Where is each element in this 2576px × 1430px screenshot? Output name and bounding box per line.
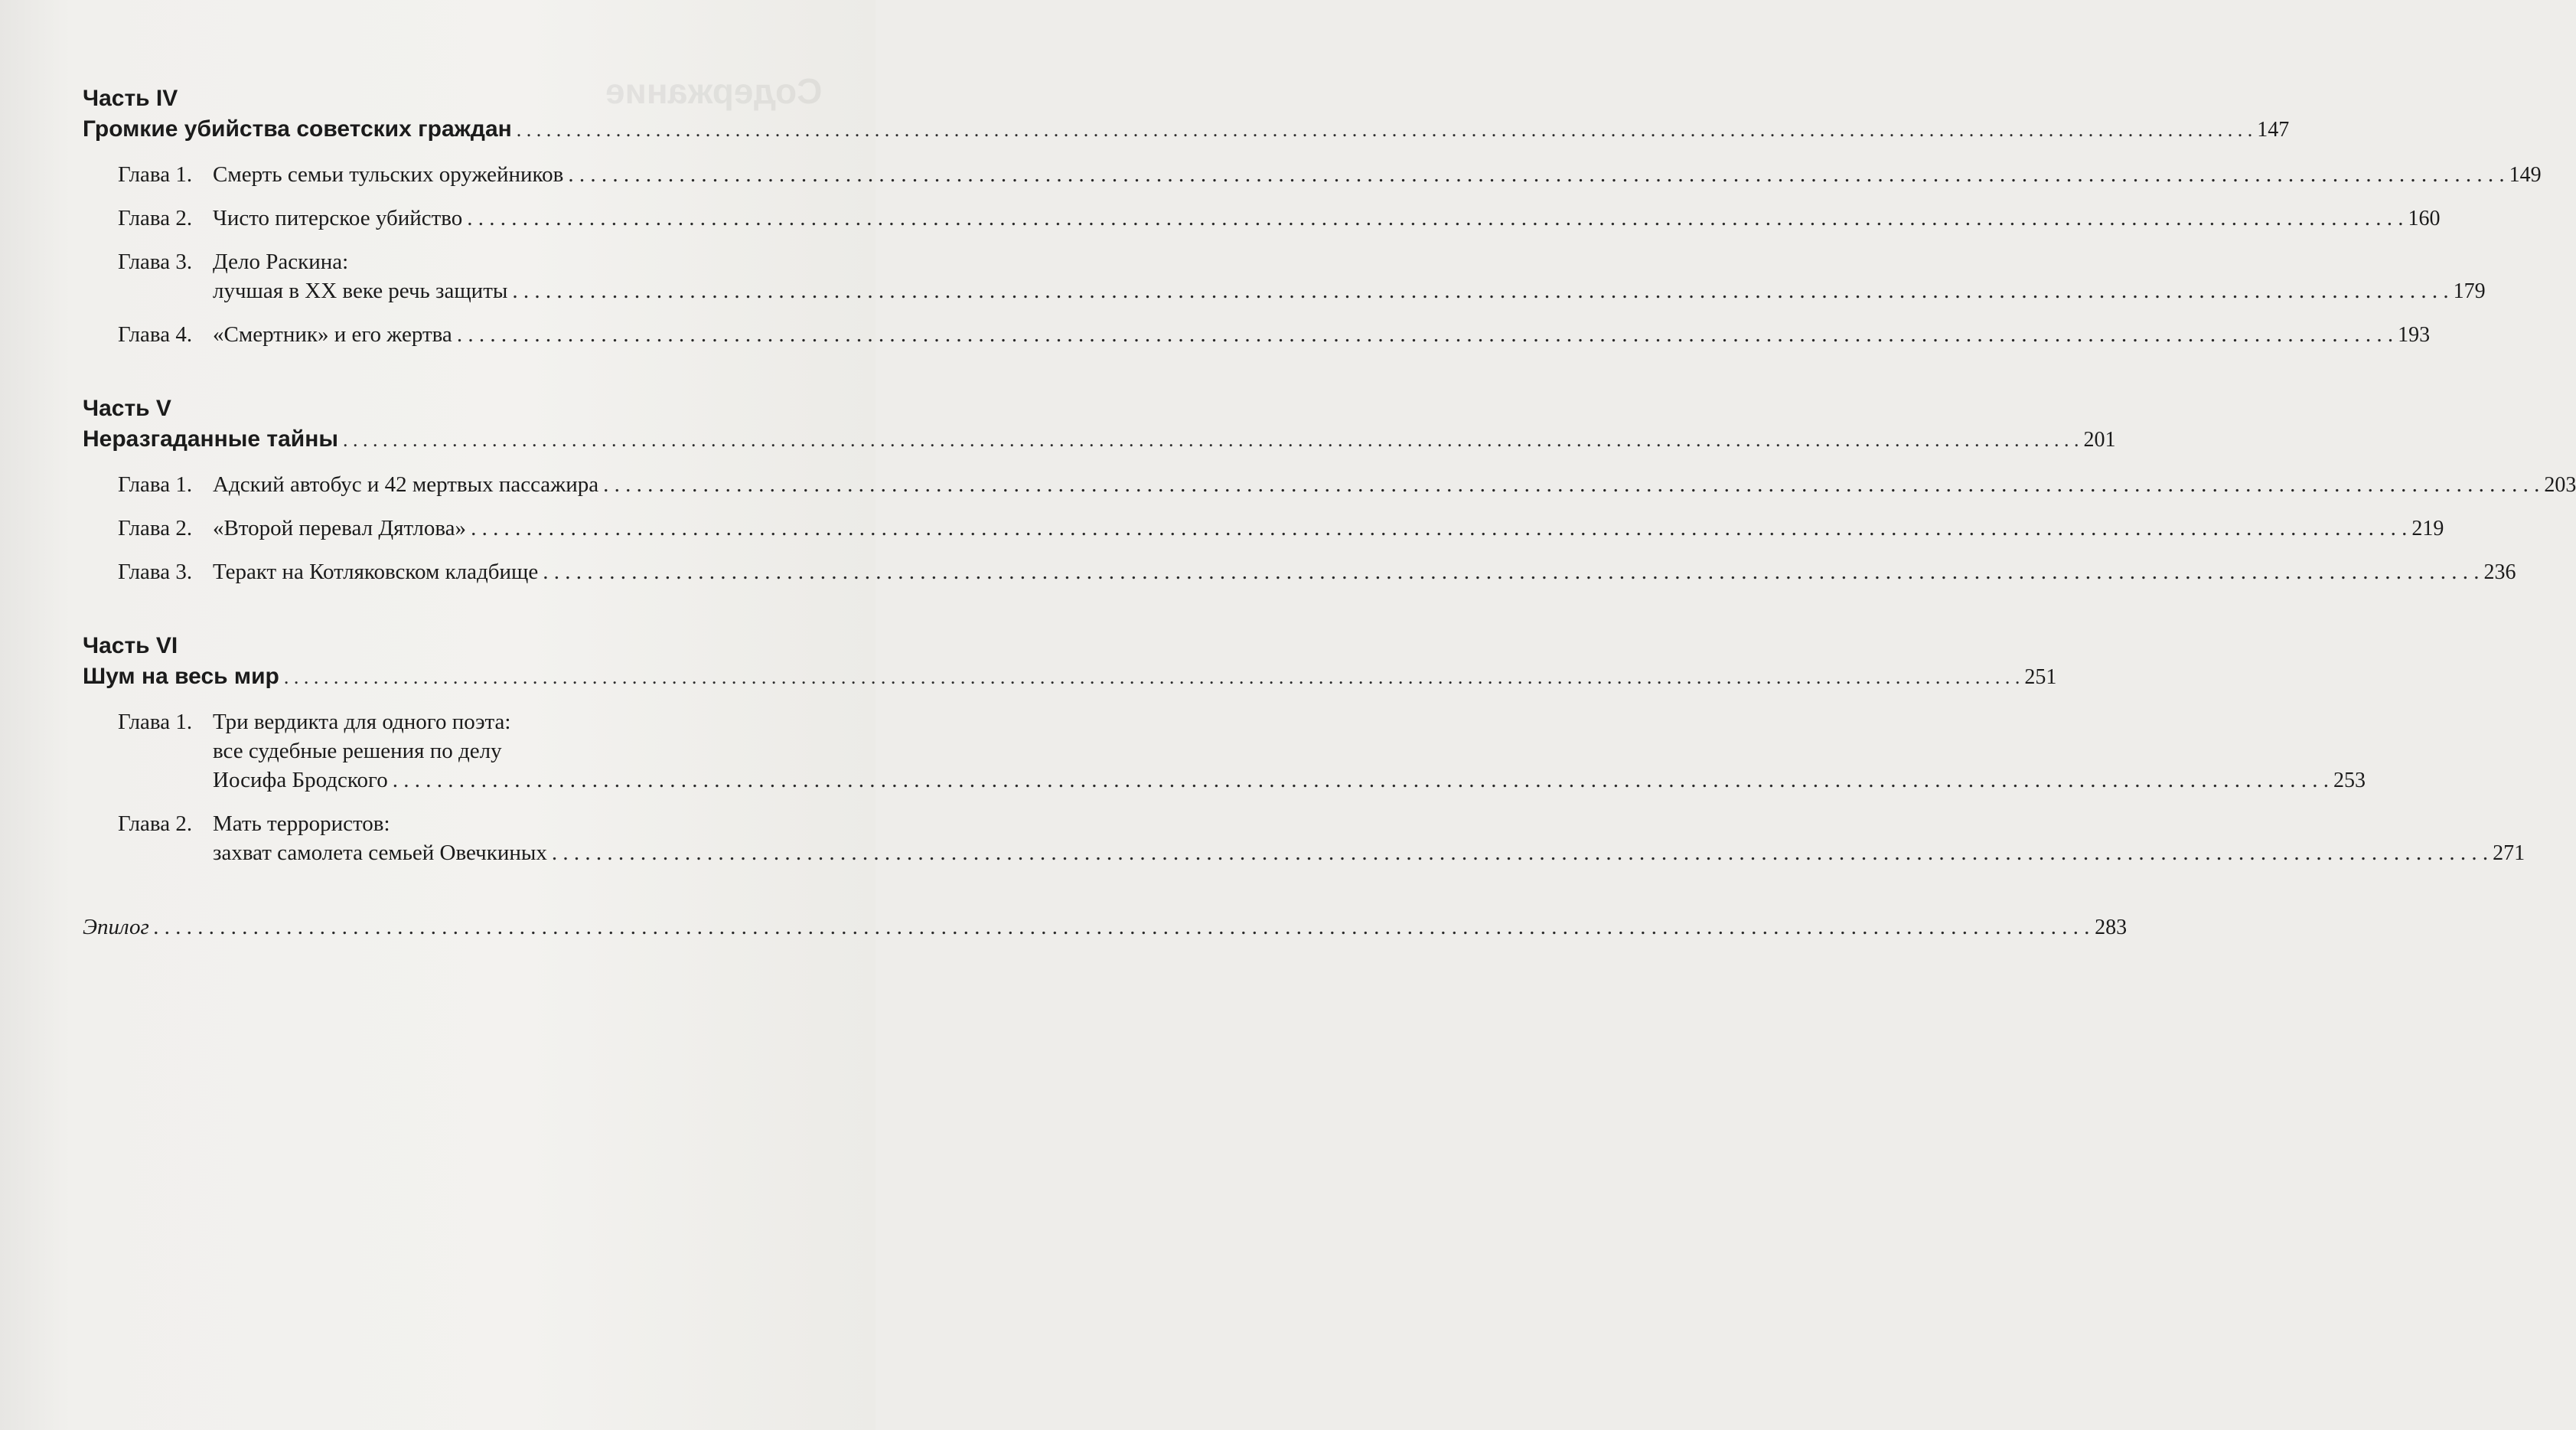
leader-dots	[543, 557, 2479, 586]
chapter-title-line: Дело Раскина:	[213, 250, 349, 274]
table-of-contents	[83, 84, 2576, 942]
leader-dots	[457, 320, 2393, 349]
bleed-through-heading: Содержание	[605, 71, 822, 111]
part-title-row[interactable]	[83, 661, 2057, 694]
chapter-title: Чисто питерское убийство	[213, 206, 463, 230]
chapter-title-line: все судебные решения по делу	[213, 739, 502, 763]
chapter-title: Теракт на Котляковском кладбище	[213, 560, 539, 584]
chapter-title: Смерть семьи тульских оружейников	[213, 162, 564, 187]
part-title-row[interactable]	[83, 113, 2290, 146]
page-number: 219	[2411, 517, 2444, 540]
chapter-title: «Второй перевал Дятлова»	[213, 516, 467, 540]
page-number: 236	[2483, 560, 2516, 584]
epilogue-label: Эпилог	[83, 915, 149, 939]
page-number: 147	[2257, 118, 2290, 142]
chapter-title-line: Иосифа Бродского	[213, 768, 388, 792]
chapter-label: Глава 3.	[118, 560, 193, 584]
chapter-label: Глава 3.	[118, 250, 193, 274]
page-number: 160	[2408, 207, 2441, 230]
chapter-title-line: лучшая в XX веке речь защиты	[213, 279, 508, 303]
part-title: Громкие убийства советских граждан	[83, 116, 512, 142]
chapter-title-line: Три вердикта для одного поэта:	[213, 710, 511, 734]
chapter-label: Глава 2.	[118, 206, 193, 230]
chapter-label: Глава 1.	[118, 162, 193, 187]
chapter-label: Глава 1.	[118, 472, 193, 497]
chapter-label: Глава 2.	[118, 516, 193, 540]
leader-dots	[552, 838, 2488, 867]
chapter-entry[interactable]	[118, 809, 2525, 868]
chapter-entry[interactable]	[118, 160, 2542, 190]
page-number: 251	[2024, 665, 2057, 689]
chapter-title: Адский автобус и 42 мертвых пассажира	[213, 472, 599, 497]
leader-dots	[467, 204, 2403, 233]
page-number: 203	[2544, 473, 2576, 497]
chapter-entry[interactable]	[118, 470, 2576, 500]
chapter-entry[interactable]	[118, 247, 2486, 306]
epilogue-entry[interactable]	[83, 913, 2128, 942]
part-title: Неразгаданные тайны	[83, 426, 338, 452]
part-label: Часть V	[83, 396, 171, 421]
part-label: Часть IV	[83, 86, 178, 111]
leader-dots	[393, 766, 2329, 795]
chapter-title-line: захват самолета семьей Овечкиных	[213, 841, 547, 865]
page-number: 193	[2398, 323, 2431, 347]
page-number: 149	[2509, 163, 2542, 187]
chapter-entry[interactable]	[118, 707, 2366, 795]
part-iv	[83, 84, 2542, 350]
part-vi	[83, 632, 2525, 868]
chapter-entry[interactable]	[118, 514, 2444, 544]
part-label: Часть VI	[83, 633, 178, 658]
leader-dots	[343, 424, 2079, 456]
part-title: Шум на весь мир	[83, 664, 279, 689]
leader-dots	[471, 514, 2407, 543]
page-number: 253	[2333, 769, 2366, 792]
part-v	[83, 394, 2576, 587]
page-number: 271	[2493, 841, 2525, 865]
chapter-entry[interactable]	[118, 320, 2431, 350]
leader-dots	[284, 661, 2020, 694]
page-number: 283	[2095, 916, 2128, 939]
leader-dots	[568, 160, 2504, 189]
chapter-entry[interactable]	[118, 557, 2516, 587]
leader-dots	[512, 276, 2448, 305]
page-number: 179	[2453, 279, 2486, 303]
chapter-label: Глава 2.	[118, 811, 193, 836]
leader-dots	[603, 470, 2539, 499]
page-number: 201	[2083, 428, 2116, 452]
chapter-entry[interactable]	[118, 204, 2441, 233]
part-title-row[interactable]	[83, 423, 2116, 456]
leader-dots	[154, 913, 2090, 942]
leader-dots	[517, 114, 2253, 146]
chapter-label: Глава 1.	[118, 710, 193, 734]
chapter-title-line: Мать террористов:	[213, 811, 390, 836]
chapter-label: Глава 4.	[118, 322, 193, 347]
chapter-title: «Смертник» и его жертва	[213, 322, 452, 347]
